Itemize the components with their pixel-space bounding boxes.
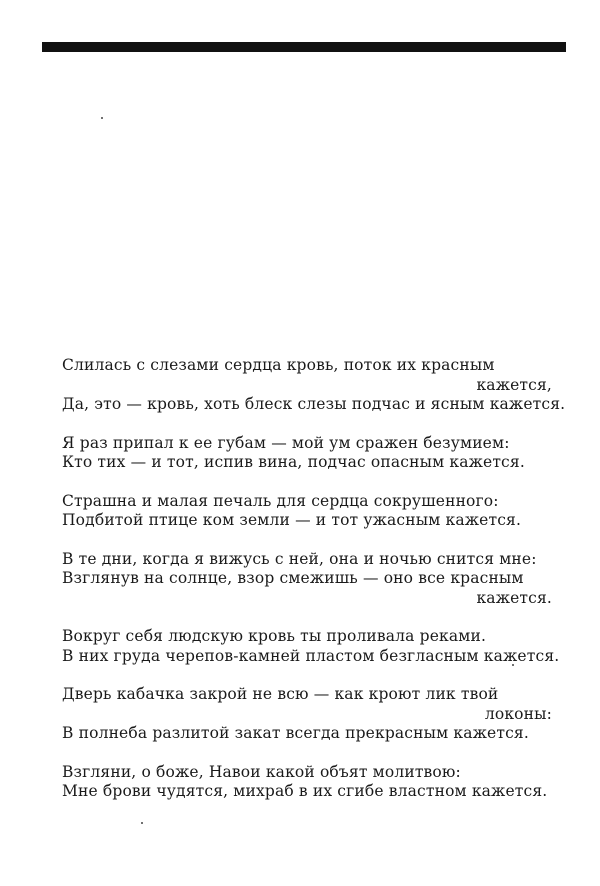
poem-stanza: [62, 627, 560, 666]
poem-line: Вокруг себя людскую кровь ты проливала реками.: [62, 627, 487, 645]
poem-line: Мне брови чудятся, михраб в их сгибе властном кажется.: [62, 782, 548, 800]
poem-line: Я раз припал к ее губам — мой ум сражен безумием:: [62, 433, 510, 452]
poem-line: Дверь кабачка закрой не всю — как кроют лик твой: [62, 685, 499, 703]
poem-stanza: [62, 685, 552, 744]
poem-stanza: [62, 763, 552, 802]
poem-line: Кто тих — и тот, испив вина, подчас опасным кажется.: [62, 453, 525, 471]
poem-text: [62, 356, 566, 821]
poem-line: кажется.: [476, 588, 552, 607]
print-speck: [101, 117, 103, 119]
poem-stanza: [62, 492, 552, 531]
poem-line: Подбитой птице ком земли — и тот ужасным кажется.: [62, 511, 522, 529]
poem-line: В них груда черепов-камней пластом безгласным кажется.: [62, 646, 560, 665]
top-rule: [42, 42, 566, 52]
print-speck: [141, 822, 143, 824]
poem-line: В те дни, когда я вижусь с ней, она и ночью снится мне:: [62, 549, 537, 568]
poem-stanza: [62, 434, 552, 473]
poem-stanza: [62, 550, 552, 609]
poem-line: Взглянув на солнце, взор смежишь — оно все красным: [62, 569, 524, 587]
poem-line: Взгляни, о боже, Навои какой объят молитвою:: [62, 762, 461, 781]
poem-line: кажется,: [476, 375, 552, 394]
poem-stanza: [62, 356, 566, 415]
poem-line: Страшна и малая печаль для сердца сокрушенного:: [62, 491, 499, 510]
poem-line: Слилась с слезами сердца кровь, поток их красным: [62, 356, 495, 374]
poem-line: Да, это — кровь, хоть блеск слезы подчас и ясным кажется.: [62, 395, 566, 413]
poem-line: локоны:: [484, 704, 552, 723]
poem-line: В полнеба разлитой закат всегда прекрасным кажется.: [62, 724, 529, 742]
